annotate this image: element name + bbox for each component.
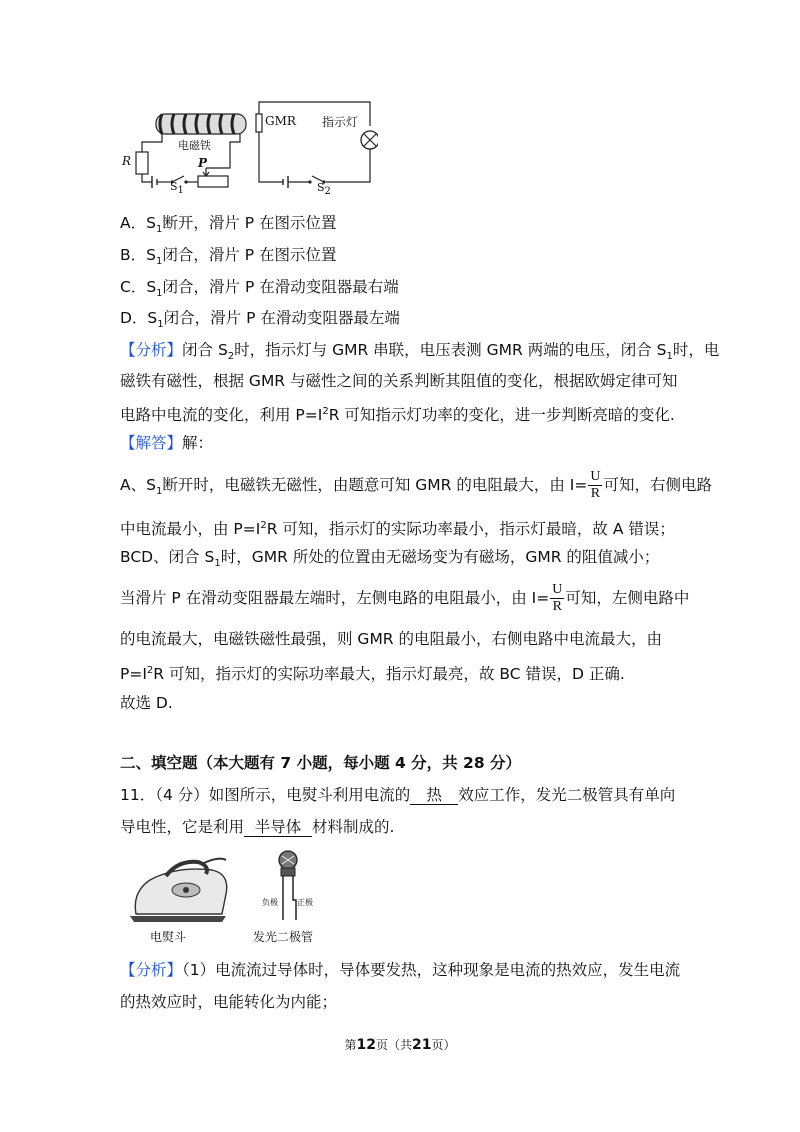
led-positive-label: 正极 [297,898,313,907]
led-image [252,848,328,924]
electromagnet-label: 电磁铁 [178,139,211,152]
analysis-line-3: 电路中电流的变化，利用 $P=I^2R$ 可知指示灯功率的变化，进一步判断亮暗的变化. [120,406,675,425]
blank-answer-2: 半导体 [244,818,312,837]
option-a: A．$S_1$断开，滑片 P 在图示位置 [120,214,337,236]
solution-line-5: 的电流最大，电磁铁磁性最强，则 GMR 的电阻最小，右侧电路中电流最大，由 [120,630,663,648]
circuit-diagram [118,96,378,192]
option-d: D．$S_1$闭合，滑片 P 在滑动变阻器最左端 [120,309,400,331]
gmr-label: GMR [265,114,296,128]
section-heading: 二、填空题（本大题有 7 小题，每小题 4 分，共 28 分） [120,754,522,772]
s1-label: $S_1$ [170,180,184,197]
solution-heading: 【解答】解： [120,434,214,452]
analysis-tag: 【分析】 [120,341,183,359]
q11-line-2: 导电性，它是利用 半导体 材料制成的. [120,818,395,836]
solution-tag: 【解答】 [120,434,183,452]
r-label: R [122,154,132,168]
solution-line-3: BCD、闭合 $S_1$时，GMR 所处的位置由无磁场变为有磁场，GMR 的阻值减小； [120,548,660,570]
analysis-line-1: 【分析】闭合 $S_2$时，指示灯与 GMR 串联，电压表测 GMR 两端的电压，闭合 $S_1$时，电 [120,341,720,363]
page-footer: 第12页（共21页） [344,1037,456,1053]
p-label: P [198,156,208,170]
solution-line-1: A、$S_1$断开时，电磁铁无磁性，由题意可知 GMR 的电阻最大，由 I= $\frac{U}{R}$ 可知，右侧电路 [120,469,712,501]
led-negative-label: 负极 [262,898,278,907]
solution-line-4: 当滑片 P 在滑动变阻器最左端时，左侧电路的电阻最小，由 I= $\frac{U}{R}$ 可知，左侧电路中 [120,582,690,614]
led-caption: 发光二极管 [253,930,314,944]
analysis-line-2: 磁铁有磁性，根据 GMR 与磁性之间的关系判断其阻值的变化，根据欧姆定律可知 [120,372,678,390]
electromagnet-coil [156,114,246,134]
analysis2-line-2: 的热效应时，电能转化为内能； [120,993,338,1011]
analysis2-tag: 【分析】 [120,961,183,979]
iron-caption: 电熨斗 [150,930,187,944]
q11-line-1: 11．（4 分）如图所示，电熨斗利用电流的 热 效应工作，发光二极管具有单向 [120,786,676,804]
analysis2-line-1: 【分析】（1）电流流过导体时，导体要发热，这种现象是电流的热效应，发生电流 [120,961,681,979]
solution-line-2: 中电流最小，由 $P=I^2R$ 可知，指示灯的实际功率最小，指示灯最暗，故 A 错误； [120,520,675,539]
blank-answer-1: 热 [410,786,458,805]
fraction-u-over-r-2: $\frac{U}{R}$ [552,582,563,614]
solution-line-6: $P=I^2R$ 可知，指示灯的实际功率最大，指示灯最亮，故 BC 错误，D 正确. [120,665,625,684]
fraction-u-over-r: $\frac{U}{R}$ [590,469,601,501]
option-b: B．$S_1$闭合，滑片 P 在图示位置 [120,246,337,268]
s2-label: $S_2$ [317,181,331,198]
iron-image [126,852,238,924]
option-c: C．$S_1$闭合，滑片 P 在滑动变阻器最右端 [120,278,399,300]
solution-line-7: 故选 D. [120,694,173,712]
lamp-label: 指示灯 [322,115,359,129]
